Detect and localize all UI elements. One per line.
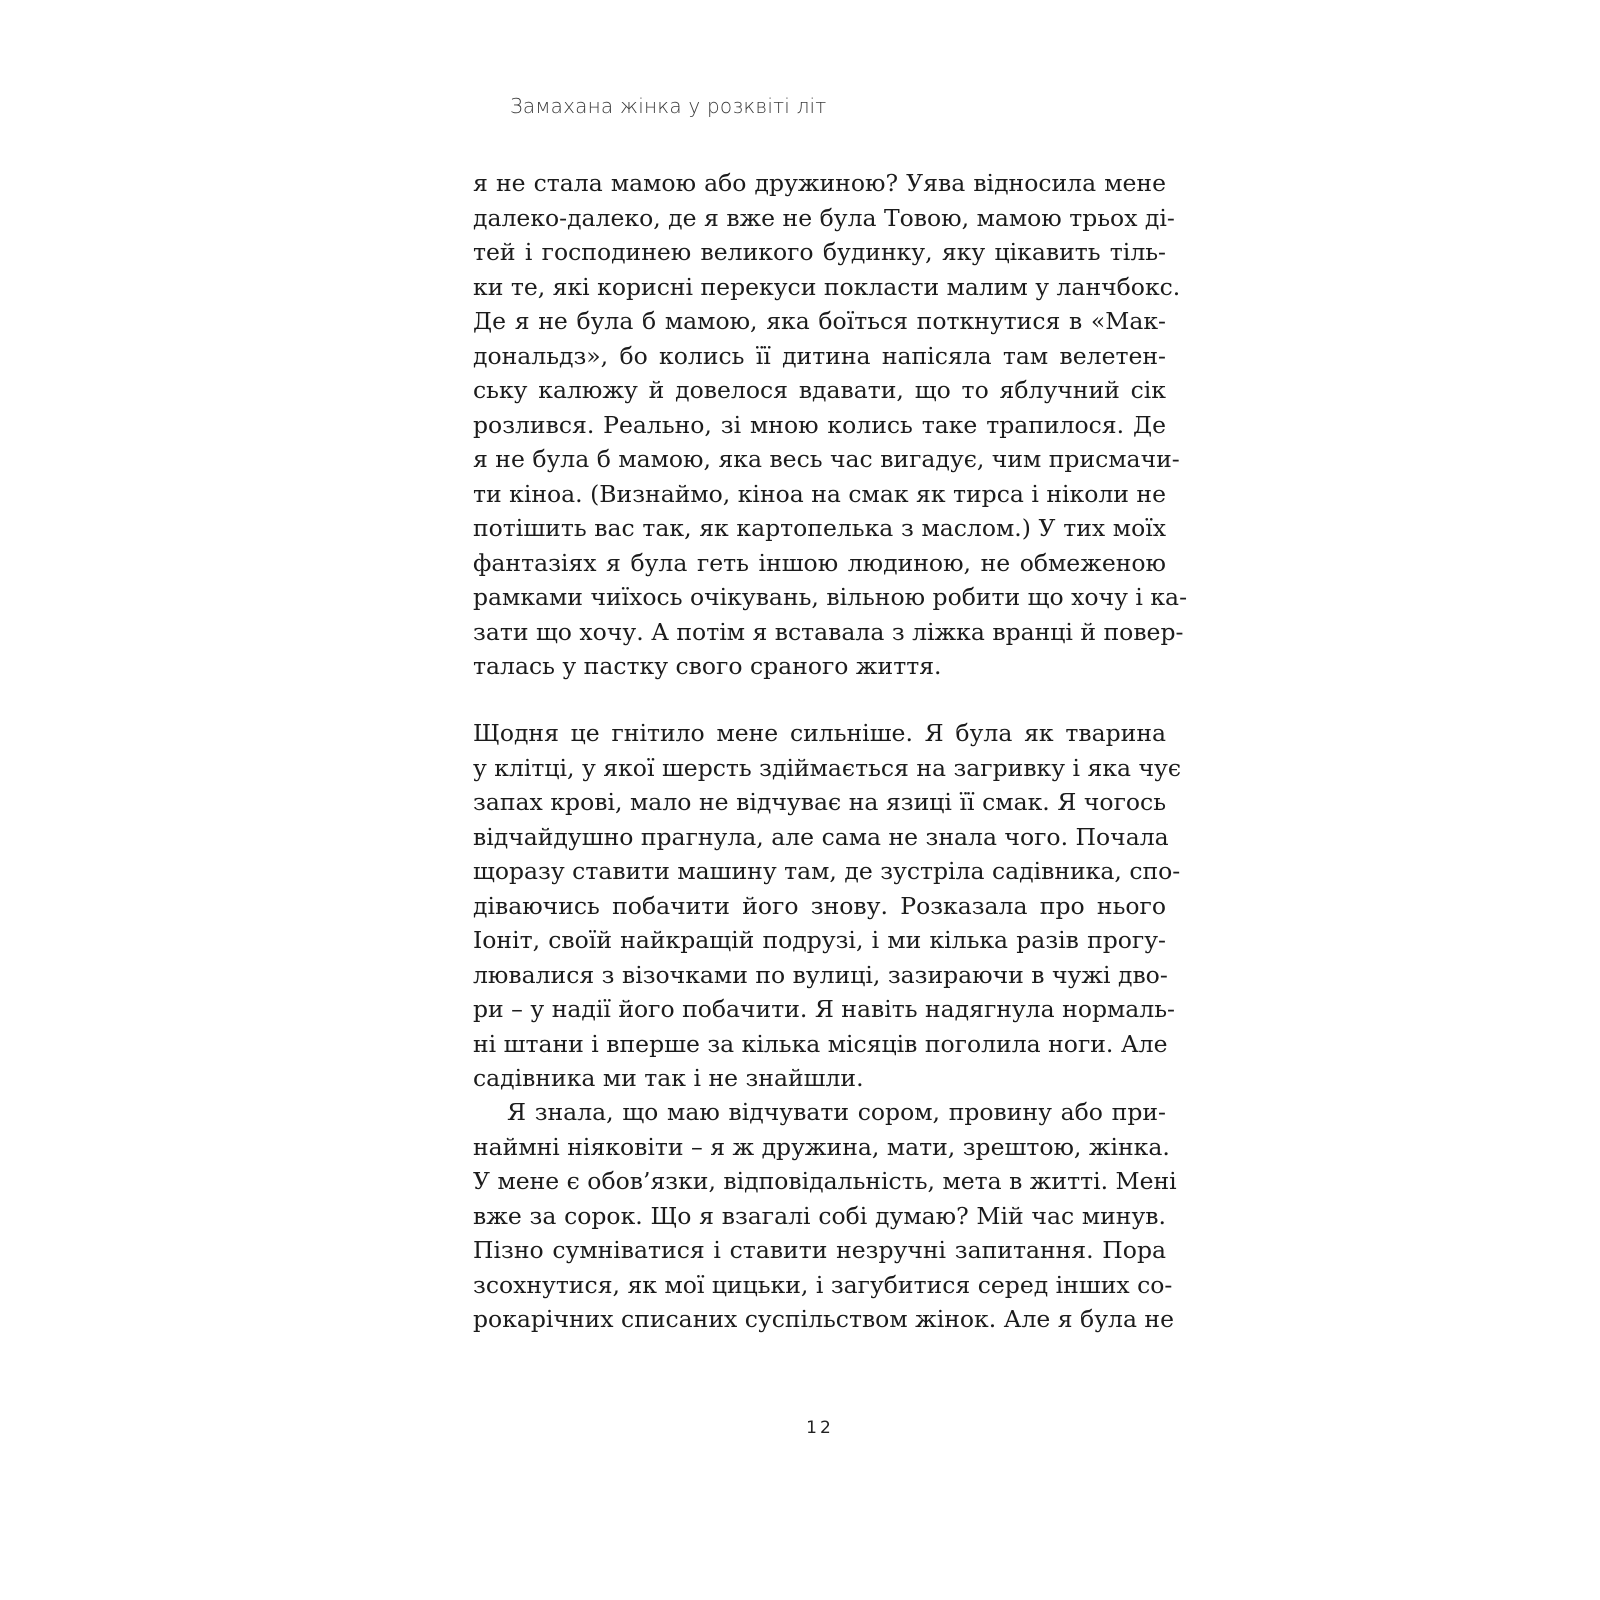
text-line: рамками чиїхось очікувань, вільною робити що хочу і ка- — [473, 583, 1188, 611]
text-line: лювалися з візочками по вулиці, зазираючи в чужі дво- — [473, 960, 1168, 989]
text-line: я не була б мамою, яка весь час вигадує, чим присмачи- — [473, 445, 1180, 473]
text-line: рокарічних списаних суспільством жінок. Але я була не — [473, 1305, 1175, 1333]
text-line: потішить вас так, як картопелька з маслом.) У тих моїх — [473, 514, 1166, 542]
text-line: ки те, які корисні перекуси покласти малим у ланчбокс. — [473, 272, 1181, 301]
text-line: діваючись побачити його знову. Розказала про нього — [473, 891, 1166, 920]
text-line: Іоніт, своїй найкращій подрузі, і ми кілька разів прогу- — [473, 926, 1166, 954]
text-line: ти кіноа. (Визнаймо, кіноа на смак як тирса і ніколи не — [473, 479, 1166, 508]
text-line: Пізно сумніватися і ставити незручні запитання. Пора — [473, 1236, 1166, 1264]
text-line: ську калюжу й довелося вдавати, що то яблучний сік — [473, 376, 1166, 404]
paragraph — [473, 716, 1182, 1096]
text-line: тей і господинею великого будинку, яку цікавить тіль- — [473, 238, 1166, 266]
paragraph — [473, 166, 1188, 684]
paragraph — [473, 1095, 1177, 1337]
text-line: відчайдушно прагнула, але сама не знала чого. Почала — [473, 822, 1169, 851]
text-line: щоразу ставити машину там, де зустріла садівника, спо- — [473, 857, 1181, 885]
text-line: у клітці, у якої шерсть здіймається на загривку і яка чує — [473, 753, 1182, 782]
text-line: зати що хочу. А потім я вставала з ліжка вранці й повер- — [473, 617, 1184, 646]
text-line: ні штани і вперше за кілька місяців поголила ноги. Але — [473, 1029, 1168, 1058]
text-line: талась у пастку свого сраного життя. — [473, 652, 942, 680]
text-line: Де я не була б мамою, яка боїться поткнутися в «Мак- — [473, 307, 1166, 335]
text-line: я не стала мамою або дружиною? Уява відносила мене — [473, 169, 1166, 197]
text-line: фантазіях я була геть іншою людиною, не обмеженою — [473, 548, 1166, 577]
text-line: вже за сорок. Що я взагалі собі думаю? Мій час минув. — [473, 1201, 1166, 1230]
text-line: Щодня це гнітило мене сильніше. Я була як тварина — [473, 719, 1166, 747]
text-line: ри – у надії його побачити. Я навіть надягнула нормаль- — [473, 995, 1175, 1023]
page-number: 12 — [806, 1418, 834, 1438]
running-head: Замахана жінка у розквіті літ — [510, 94, 827, 118]
text-line: Я знала, що маю відчувати сором, провину або при- — [507, 1098, 1166, 1126]
text-line: розлився. Реально, зі мною колись таке трапилося. Де — [473, 410, 1166, 439]
text-line: садівника ми так і не знайшли. — [473, 1064, 864, 1092]
text-line: запах крові, мало не відчуває на язиці її смак. Я чогось — [473, 788, 1166, 816]
text-line: У мене є обов’язки, відповідальність, мета в житті. Мені — [473, 1167, 1177, 1195]
text-line: дональдз», бо колись її дитина напісяла там велетен- — [473, 341, 1166, 370]
text-line: зсохнутися, як мої цицьки, і загубитися серед інших со- — [473, 1270, 1173, 1299]
text-line: наймні ніяковіти – я ж дружина, мати, зрештою, жінка. — [473, 1132, 1170, 1161]
text-line: далеко-далеко, де я вже не була Товою, мамою трьох ді- — [473, 203, 1175, 232]
